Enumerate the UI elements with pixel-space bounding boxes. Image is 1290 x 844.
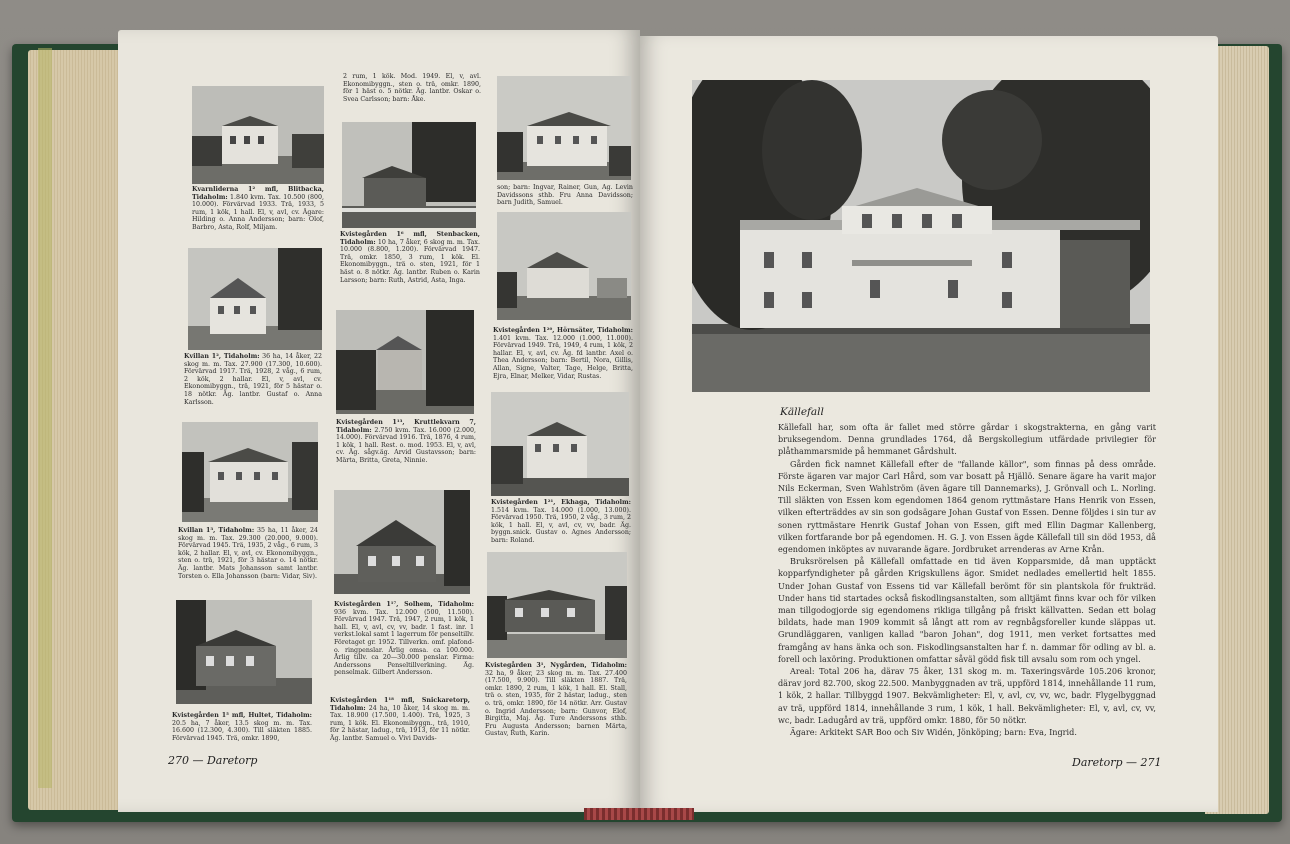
house-photo-2 xyxy=(188,248,322,350)
caption-text: 24 ha, 10 åker, 14 skog m. m. Tax. 18.900 (17.500, 1.400). Trä, 1925, 3 rum, 1 kök. El. Ekonomibyggn., trä, 1910, för 2 hästar, ladug., trä, 1913, för 11 nötkr. Äg. lantbr. Samuel o. Vivi Davids- xyxy=(330,704,470,742)
caption-continued-1 xyxy=(343,73,481,103)
caption-title: Kvistegården 1¹³, Kruttlekvarn 7, Tidaholm: xyxy=(336,419,476,434)
caption-text: son; barn: Ingvar, Rainer, Gun, Ag. Levin Davidssons sthb. Fru Anna Davidsson; barn Judith, Samuel. xyxy=(497,184,633,207)
article-body xyxy=(778,421,1156,738)
caption-title: Kvarnliderna 1² mfl, Blitbacka, Tidaholm: xyxy=(192,186,324,201)
caption-kvillan-1 xyxy=(184,353,322,406)
paragraph-intro: Källefall har, som ofta är fallet med större gårdar i skogstrakterna, en gång varit bruksegendom. Denna grundlades 1764, då Bergskollegium utfärdade privilegier för plåthammarsmide på hemmanet Gårdshult. xyxy=(778,422,1156,457)
paragraph-owners: Ägare: Arkitekt SAR Boo och Siv Widén, Jönköping; barn: Eva, Ingrid. xyxy=(790,727,1077,738)
caption-hornsater xyxy=(493,327,633,380)
caption-title: Kvillan 1³, Tidaholm: xyxy=(178,527,255,534)
caption-text: 2 rum, 1 kök. Mod. 1949. El, v, avl. Ekonomibyggn., sten o. trä, omkr. 1890, för 1 häst o. 5 nötkr. Äg. lantbr. Oskar o. Svea Carlsson; barn: Åke. xyxy=(343,73,481,103)
caption-solhem xyxy=(334,601,474,677)
house-photo-11 xyxy=(487,552,627,658)
caption-title: Kvistegården 3¹, Nygården, Tidaholm: xyxy=(485,662,627,669)
house-photo-1 xyxy=(192,86,324,184)
caption-title: Kvistegården 1¹⁸ mfl, Snickaretorp, Tidaholm: xyxy=(330,697,470,712)
caption-title: Kvillan 1², Tidaholm: xyxy=(184,353,260,360)
kallefall-manor-photo xyxy=(692,80,1150,392)
caption-text: 2.750 kvm. Tax. 16.000 (2.000, 14.000). Förvärvad 1916. Trä, 1876, 4 rum, 1 kök, 1 hall. Rest. o. mod. 1953. El, v, avl, cv. Äg. sågv.äg. Arvid Gustavsson; barn: Märta, Britta, Greta, Ninnie. xyxy=(336,426,476,464)
caption-ekhaga xyxy=(491,499,631,545)
caption-text: 36 ha, 14 åker, 22 skog m. m. Tax. 27.900 (17.300, 10.600). Förvärvad 1917. Trä, 1928, 2 våg., 6 rum, 2 kök, 2 hallar. El, v, avl, cv. Ekonomibyggn., trä, 1921, för 5 hästar o. 18 nötkr. Äg. lantbr. Gustaf o. Anna Karlsson. xyxy=(184,353,322,406)
caption-continued-2 xyxy=(497,184,633,207)
caption-title: Kvistegården 1⁶ mfl, Stenbacken, Tidaholm: xyxy=(340,231,480,246)
caption-kvillan-2 xyxy=(178,527,318,580)
caption-text: 1.514 kvm. Tax. 14.000 (1.000, 13.000). Förvärvad 1950. Trä, 1950, 2 våg., 3 rum, 2 kök, 1 hall. El, v, avl, cv, vv, badr. Äg. byggn.snick. Gustav o. Agnes Andersson; barn: Roland. xyxy=(491,506,631,544)
caption-kruttlekvarn xyxy=(336,419,476,465)
left-folio: 270 — Daretorp xyxy=(168,754,258,767)
right-folio: Daretorp — 271 xyxy=(1072,756,1162,769)
house-photo-3 xyxy=(182,422,318,522)
caption-nygarden xyxy=(485,662,627,738)
caption-text: 1.401 kvm. Tax. 12.000 (1.000, 11.000). Förvärvad 1949. Trä, 1949, 4 rum, 1 kök, 2 hallar. El, v, avl, cv. Äg. fd lantbr. Axel o. Thea Andersson; barn: Bertil, Nora, Gillis, Allan, Signe, Valter, Tage, Helge, Britta, Ejra, Elnar, Melker, Vidar, Rustas. xyxy=(493,334,633,380)
house-photo-9 xyxy=(497,212,631,320)
caption-text: 32 ha, 9 åker, 23 skog m. m. Tax. 27.400 (17.500, 9.900). Till släkten 1887. Trä, omkr. 1890, 2 rum, 1 kök, 1 hall. El. Stall, trä o. sten, 1935, för 2 hästar, ladug., sten o. trä, omkr. 1890, för 14 nötkr. Arr. Gustav o. Ingrid Andersson; barn: Gunvor, Elof, Birgitta, Maj. Äg. Ture Anderssons sthb. Fru Augusta Andersson; barnen Märta, Gustav, Ruth, Karin. xyxy=(485,669,627,738)
house-photo-5 xyxy=(342,122,476,228)
caption-text: 35 ha, 11 åker, 24 skog m. m. Tax. 29.300 (20.000, 9.000). Förvärvad 1945. Trä, 1935, 2 våg., 6 rum, 3 kök, 2 hallar. El, v, avl, cv. Ekonomibyggn., sten o. trä, 1921, för 3 hästar o. 14 nötkr. Äg. lantbr. Mats Johansson samt lantbr. Torsten o. Ella Johansson (barn: Vidar, Siv). xyxy=(178,527,318,580)
caption-text: 10 ha, 7 åker, 6 skog m. m. Tax. 10.000 (8.800, 1.200). Förvärvad 1947. Trä, omkr. 1850, 3 rum, 1 kök. El. Ekonomibyggn., trä o. sten, 1921, för 1 häst o. 8 nötkr. Äg. lantbr. Ruben o. Karin Larsson; barn: Ruth, Astrid, Asta, Inga. xyxy=(340,238,480,284)
house-photo-8 xyxy=(497,76,631,180)
section-heading: Källefall xyxy=(780,406,824,418)
house-photo-6 xyxy=(336,310,474,414)
paragraph-area: Areal: Total 206 ha, därav 75 åker, 131 skog m. m. Taxeringsvärde 105.206 kronor, därav jord 82.700, skog 22.500. Manbyggnaden av trä, uppförd 1814, innehållande 11 rum, 1 kök, 2 hallar. Tillbyggd 1907. Bekvämligheter: El, v, avl, cv, vv, wc, badr. Flygelbyggnad av trä, uppförd 1814, innehållande 3 rum, 1 kök, 1 hall. Bekvämligheter: El, v, avl, cv, vv, wc, badr. Ladugård av trä, uppförd omkr. 1880, för 50 nötkr. xyxy=(778,666,1156,725)
book-spine-headband xyxy=(584,808,694,820)
page-edge-stain xyxy=(38,48,52,788)
house-photo-10 xyxy=(491,392,629,496)
house-photo-7 xyxy=(334,490,470,594)
caption-text: 936 kvm. Tax. 12.000 (500, 11.500). Förvärvad 1947. Trä, 1947, 2 rum, 1 kök, 1 hall. El, v, avl, cv, vv, badr. 1 fast. inr. 1 verkst.lokal samt 1 lagerrum för penseltillv. Företaget gr. 1952. Tillverkn. omf. plafond- o. ringpenslar. Årlig omsa. ca 100.000. Årlig tillv. ca 20—30.000 penslar. Firma: Anderssons Penseltillverkning. Äg. penselmak. Gilbert Andersson. xyxy=(334,608,474,677)
caption-title: Kvistegården 1¹⁷, Solhem, Tidaholm: xyxy=(334,601,474,608)
paragraph-history: Gården fick namnet Källefall efter de "fallande källor", som finnas på dess område. Förste ägaren var major Carl Hård, som var bosatt på Hjällö. Senare ägare ha varit major Nils Eckerman, Sven Wahlström (även ägare till Dannemarks), J. Grönvall och L. Norling. Till släkten von Essen kom egendomen 1864 genom ryttmästare Hans Henrik von Essen, vilken efterträddes av sin son godsägare Johan Gustaf von Essen. Denne följdes i sin tur av sonen ryttmästare Henrik Gustaf Johan von Essen, gift med Ellin Dagmar Kallenberg, vilken fortfarande bor på egendomen. H. G. J. von Essen ägde Källefall till sin död 1953, då egendomen inköptes av nuvarande ägare. Jordbruket arrenderas av Arne Krån. xyxy=(778,458,1156,555)
caption-text: 20.5 ha, 7 åker, 13.5 skog m. m. Tax. 16.600 (12.300, 4.300). Till släkten 1885. Förvärvad 1945. Trä, omkr. 1890, xyxy=(172,719,312,742)
caption-title: Kvistegården 1²⁰, Hörnsäter, Tidaholm: xyxy=(493,327,633,334)
paragraph-industry: Bruksrörelsen på Källefall omfattade en tid även Kopparsmide, då man upptäckt kopparfyndigheter på gården Krigskullens ägor. Smidet nedlades emellertid helt 1855. Under Johan Gustaf von Essens tid var Källefall berömt för sin plantskola för frukträd. Under hans tid startades också fiskodlingsanstalten, som alltjämt finns kvar och för vilken man tillgodogjorde sig egendomens rikliga tillgång på friskt källvatten. Sedan ett bolag bildats, hade man 1909 kommit så långt att rom av regnbågsforeller kunde släppas ut. Grundläggaren, vanligen kallad "baron Johan", dog 1911, men verket fortsattes med framgång av hans änka och son. Fiskodlingsanstalten har f. n. dammar för odling av bl. a. forell och laxöring. Produktionen omfattar såväl gödd fisk till avsalu som rom och yngel. xyxy=(778,556,1156,664)
caption-kvarnliderna xyxy=(192,186,324,232)
house-photo-4 xyxy=(176,600,312,704)
caption-title: Kvistegården 1²¹, Ekhaga, Tidaholm: xyxy=(491,499,631,506)
caption-kvistegarden-1-5 xyxy=(172,712,312,742)
caption-stenbacken xyxy=(340,231,480,284)
caption-title: Kvistegården 1⁵ mfl, Hultet, Tidaholm: xyxy=(172,712,312,719)
caption-snickaretorp xyxy=(330,697,470,743)
caption-text: 1.840 kvm. Tax. 10.500 (800, 10.000). Förvärvad 1933. Trä, 1933, 5 rum, 1 kök, 1 hall. El, v, avl, cv. Ägare: Hilding o. Anna Andersson; barn: Olof, Barbro, Asta, Rolf, Miljam. xyxy=(192,193,324,231)
